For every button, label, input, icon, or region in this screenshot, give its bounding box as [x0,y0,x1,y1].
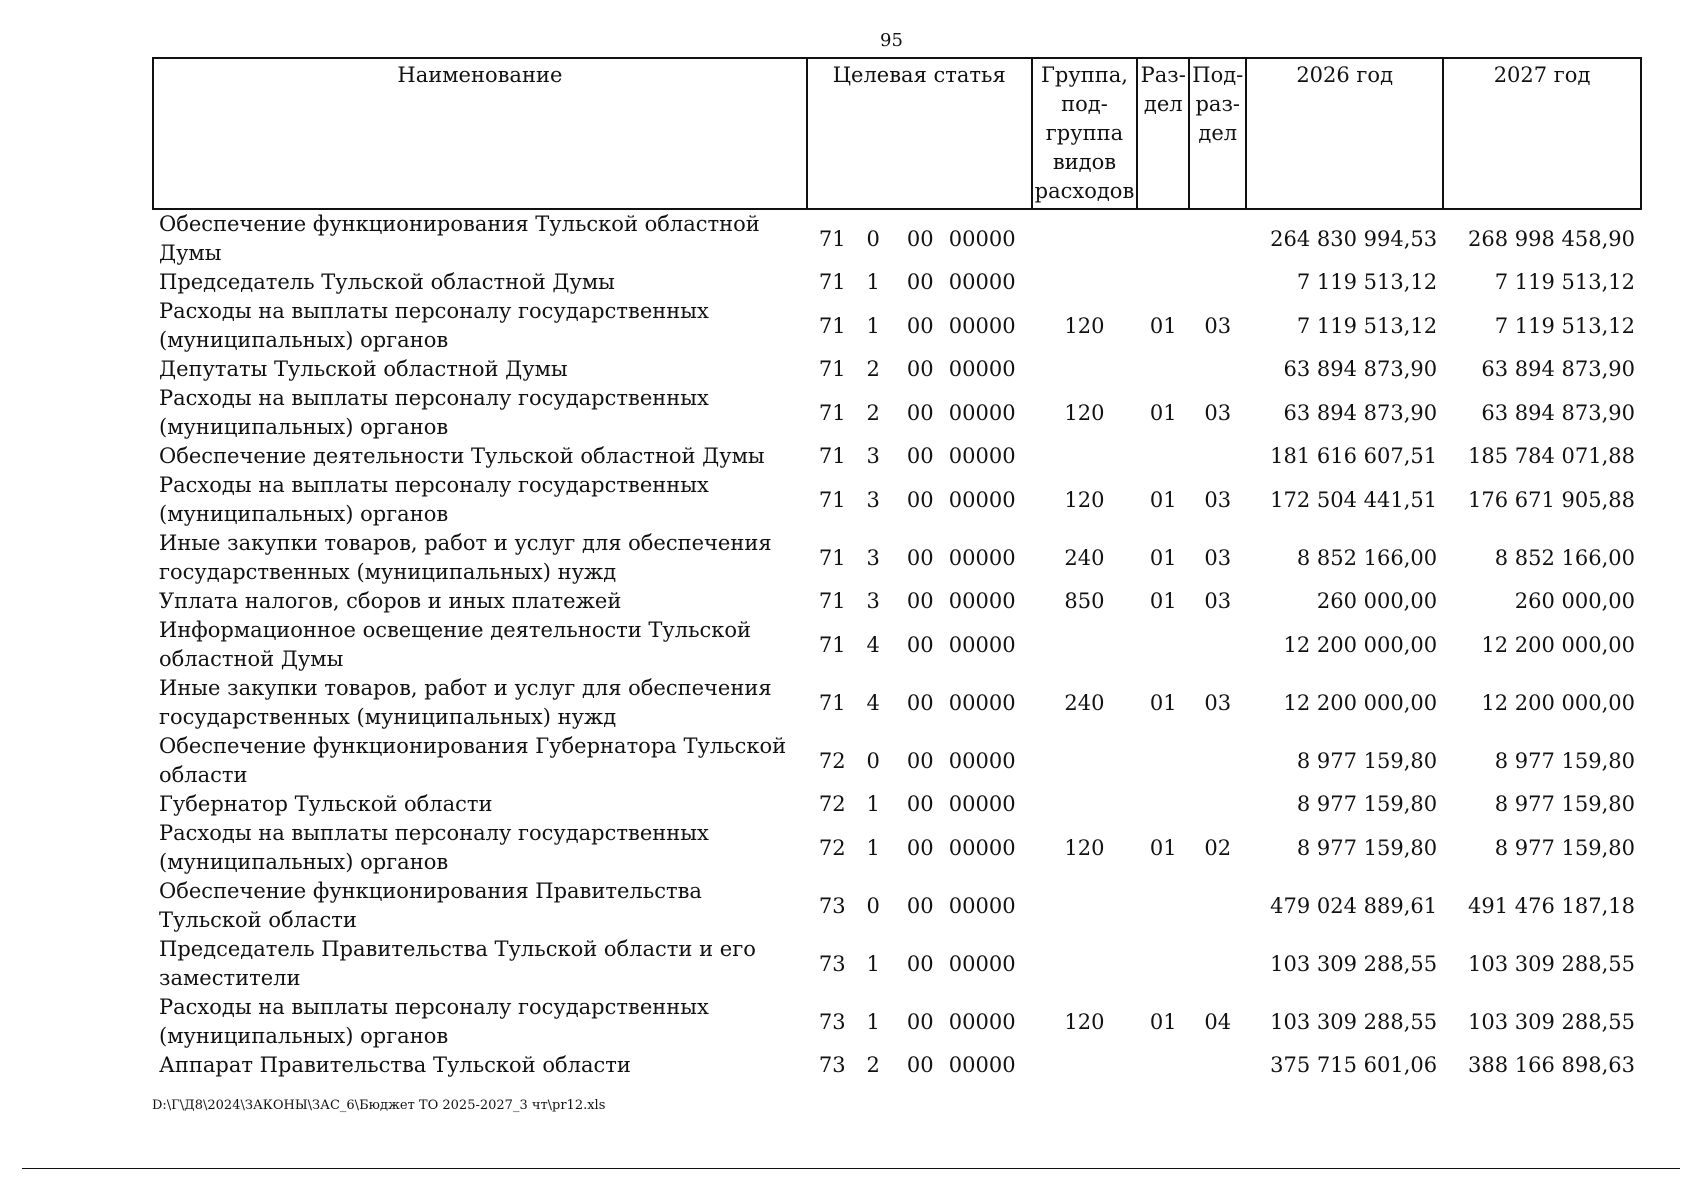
target-article-part: 1 [866,313,880,338]
target-article-part: 00000 [948,792,1016,816]
row-section [1137,1051,1189,1080]
row-subsection [1189,790,1246,819]
row-expense-group: 120 [1064,313,1105,338]
target-article-part: 71 [818,313,846,338]
header-subsection-line: дел [1198,121,1238,145]
header-section-line: Раз- [1140,63,1186,87]
row-section: 01 [1149,487,1177,512]
row-section [1137,732,1189,790]
row-amount-2027: 103 309 288,55 [1468,1009,1635,1034]
row-subsection [1189,616,1246,674]
target-article-part: 71 [818,444,846,468]
row-section: 01 [1149,545,1177,570]
row-name: Обеспечение функционирования Тульской областной Думы [159,212,760,265]
row-target-article [807,355,1032,384]
row-target-article [807,790,1032,819]
target-article-part: 00000 [948,835,1016,860]
row-target-article [807,1051,1032,1080]
target-article-part: 1 [866,951,880,976]
table-row [153,935,1641,993]
header-group-line: расходов [1034,179,1135,203]
row-name: Расходы на выплаты персоналу государственных (муниципальных) органов [159,995,709,1048]
row-expense-group: 120 [1064,835,1105,860]
row-section [1137,355,1189,384]
target-article-part: 00 [906,313,934,338]
row-amount-2027: 268 998 458,90 [1468,226,1635,251]
row-amount-2027: 7 119 513,12 [1494,313,1635,338]
table-row [153,442,1641,471]
row-amount-2026: 103 309 288,55 [1270,951,1438,976]
row-target-article [807,268,1032,297]
row-name: Обеспечение функционирования Губернатора Тульской области [159,734,787,787]
target-article-part: 71 [818,487,846,512]
table-row [153,471,1641,529]
row-section [1137,442,1189,471]
target-article-part: 00 [906,589,934,613]
row-amount-2027: 63 894 873,90 [1481,400,1635,425]
row-amount-2026: 172 504 441,51 [1270,487,1438,512]
row-amount-2027: 8 977 159,80 [1494,792,1635,816]
row-amount-2027: 7 119 513,12 [1494,270,1635,294]
row-name: Иные закупки товаров, работ и услуг для обеспечения государственных (муниципальных) нужд [159,676,772,729]
table-row [153,674,1641,732]
target-article-part: 73 [818,893,846,918]
row-subsection: 02 [1204,835,1232,860]
row-subsection [1189,732,1246,790]
target-article-part: 00000 [948,487,1016,512]
target-article-part: 00 [906,632,934,657]
row-section [1137,935,1189,993]
header-name: Наименование [153,58,807,209]
row-amount-2027: 491 476 187,18 [1468,893,1635,918]
target-article-part: 71 [818,400,846,425]
row-subsection: 03 [1204,313,1232,338]
file-path-footer: D:\Г\Д8\2024\ЗАКОНЫ\ЗАС_6\Бюджет ТО 2025-2027_3 чт\pr12.xls [152,1098,606,1113]
row-amount-2026: 375 715 601,06 [1270,1053,1438,1077]
target-article-part: 00000 [948,748,1016,773]
row-expense-group: 120 [1064,400,1105,425]
header-subsection-line: Под- [1192,63,1244,87]
header-group-line: группа [1045,121,1124,145]
row-amount-2026: 7 119 513,12 [1296,313,1438,338]
row-expense-group [1032,442,1138,471]
target-article-part: 2 [866,1053,880,1077]
target-article-part: 72 [818,748,846,773]
table-row [153,993,1641,1051]
table-row [153,790,1641,819]
row-section: 01 [1149,835,1177,860]
header-subsection [1189,58,1246,209]
target-article-part: 00000 [948,270,1016,294]
row-amount-2027: 12 200 000,00 [1481,690,1635,715]
row-name: Председатель Тульской областной Думы [159,270,615,294]
target-article-part: 00000 [948,893,1016,918]
row-amount-2026: 12 200 000,00 [1283,690,1438,715]
table-row [153,384,1641,442]
header-section-line: дел [1143,92,1183,116]
row-amount-2026: 479 024 889,61 [1270,893,1438,918]
header-group-line: под- [1061,92,1108,116]
target-article-part: 00000 [948,632,1016,657]
target-article-part: 73 [818,1009,846,1034]
row-section: 01 [1149,690,1177,715]
row-amount-2026: 260 000,00 [1316,589,1438,613]
row-name: Обеспечение деятельности Тульской областной Думы [159,444,765,468]
table-row [153,616,1641,674]
row-amount-2026: 264 830 994,53 [1270,226,1438,251]
row-amount-2027: 185 784 071,88 [1468,444,1635,468]
row-subsection: 03 [1204,400,1232,425]
row-target-article [807,877,1032,935]
target-article-part: 1 [866,270,880,294]
row-amount-2026: 8 977 159,80 [1296,792,1438,816]
target-article-part: 00 [906,357,934,381]
table-row [153,732,1641,790]
row-target-article [807,529,1032,587]
target-article-part: 0 [866,748,880,773]
row-amount-2026: 103 309 288,55 [1270,1009,1438,1034]
target-article-part: 00 [906,545,934,570]
row-amount-2027: 103 309 288,55 [1468,951,1635,976]
table-row [153,209,1641,268]
target-article-part: 00 [906,444,934,468]
row-amount-2027: 260 000,00 [1514,589,1635,613]
row-target-article [807,732,1032,790]
target-article-part: 71 [818,226,846,251]
row-subsection: 03 [1204,487,1232,512]
target-article-part: 00000 [948,589,1016,613]
bottom-rule [22,1168,1680,1169]
row-subsection: 03 [1204,690,1232,715]
target-article-part: 00000 [948,357,1016,381]
target-article-part: 71 [818,270,846,294]
row-target-article [807,819,1032,877]
row-amount-2027: 176 671 905,88 [1468,487,1635,512]
target-article-part: 1 [866,792,880,816]
row-subsection [1189,355,1246,384]
row-amount-2027: 388 166 898,63 [1468,1053,1635,1077]
target-article-part: 00 [906,226,934,251]
header-section [1137,58,1189,209]
target-article-part: 71 [818,357,846,381]
row-amount-2027: 12 200 000,00 [1481,632,1635,657]
row-target-article [807,674,1032,732]
target-article-part: 71 [818,690,846,715]
row-target-article [807,935,1032,993]
row-expense-group [1032,355,1138,384]
row-subsection [1189,935,1246,993]
table-row [153,268,1641,297]
row-target-article [807,616,1032,674]
target-article-part: 73 [818,951,846,976]
row-amount-2027: 8 977 159,80 [1494,748,1635,773]
target-article-part: 3 [866,589,880,613]
target-article-part: 4 [866,632,880,657]
row-name: Иные закупки товаров, работ и услуг для обеспечения государственных (муниципальных) нужд [159,531,772,584]
row-expense-group [1032,209,1138,268]
table-row [153,355,1641,384]
table-body [153,209,1641,1080]
row-expense-group [1032,877,1138,935]
target-article-part: 1 [866,1009,880,1034]
target-article-part: 3 [866,545,880,570]
row-section [1137,209,1189,268]
row-subsection [1189,209,1246,268]
target-article-part: 71 [818,545,846,570]
row-expense-group: 240 [1064,545,1105,570]
table-row [153,819,1641,877]
target-article-part: 3 [866,487,880,512]
row-target-article [807,297,1032,355]
target-article-part: 00000 [948,951,1016,976]
row-expense-group [1032,268,1138,297]
target-article-part: 71 [818,589,846,613]
row-target-article [807,587,1032,616]
row-target-article [807,384,1032,442]
row-amount-2026: 12 200 000,00 [1283,632,1438,657]
target-article-part: 00000 [948,444,1016,468]
target-article-part: 2 [866,400,880,425]
target-article-part: 0 [866,226,880,251]
header-row [153,58,1641,209]
target-article-part: 00 [906,1009,934,1034]
row-amount-2026: 63 894 873,90 [1283,400,1438,425]
header-subsection-line: раз- [1195,92,1240,116]
row-section [1137,616,1189,674]
row-target-article [807,209,1032,268]
target-article-part: 72 [818,835,846,860]
row-section [1137,877,1189,935]
row-target-article [807,442,1032,471]
target-article-part: 0 [866,893,880,918]
row-expense-group: 240 [1064,690,1105,715]
row-amount-2026: 181 616 607,51 [1270,444,1438,468]
row-name: Уплата налогов, сборов и иных платежей [159,589,622,613]
row-target-article [807,471,1032,529]
target-article-part: 71 [818,632,846,657]
budget-table [152,57,1642,1080]
row-expense-group: 850 [1064,589,1105,613]
row-name: Расходы на выплаты персоналу государственных (муниципальных) органов [159,821,709,874]
header-target-article: Целевая статья [807,58,1032,209]
row-name: Обеспечение функционирования Правительства Тульской области [159,879,702,932]
target-article-part: 00 [906,1053,934,1077]
target-article-part: 00 [906,792,934,816]
row-expense-group [1032,1051,1138,1080]
row-amount-2026: 8 852 166,00 [1296,545,1438,570]
row-subsection [1189,442,1246,471]
target-article-part: 2 [866,357,880,381]
row-amount-2026: 7 119 513,12 [1296,270,1438,294]
header-expense-group [1032,58,1138,209]
row-expense-group [1032,790,1138,819]
row-name: Расходы на выплаты персоналу государственных (муниципальных) органов [159,473,709,526]
row-subsection: 03 [1204,545,1232,570]
row-subsection [1189,1051,1246,1080]
row-target-article [807,993,1032,1051]
header-group-line: Группа, [1041,63,1128,87]
row-amount-2026: 8 977 159,80 [1296,835,1438,860]
row-expense-group: 120 [1064,487,1105,512]
row-name: Депутаты Тульской областной Думы [159,357,568,381]
target-article-part: 00000 [948,1009,1016,1034]
row-name: Аппарат Правительства Тульской области [159,1053,631,1077]
target-article-part: 00000 [948,313,1016,338]
target-article-part: 3 [866,444,880,468]
row-subsection: 03 [1204,589,1232,613]
target-article-part: 00000 [948,400,1016,425]
target-article-part: 00000 [948,226,1016,251]
row-subsection [1189,877,1246,935]
target-article-part: 00 [906,748,934,773]
row-amount-2027: 8 977 159,80 [1494,835,1635,860]
row-subsection [1189,268,1246,297]
target-article-part: 00000 [948,690,1016,715]
row-expense-group [1032,935,1138,993]
row-section [1137,268,1189,297]
target-article-part: 00 [906,487,934,512]
row-name: Председатель Правительства Тульской области и его заместители [159,937,756,990]
table-row [153,587,1641,616]
row-subsection: 04 [1204,1009,1232,1034]
row-section: 01 [1149,1009,1177,1034]
row-amount-2027: 8 852 166,00 [1494,545,1635,570]
row-name: Расходы на выплаты персоналу государственных (муниципальных) органов [159,299,709,352]
row-expense-group [1032,732,1138,790]
target-article-part: 1 [866,835,880,860]
target-article-part: 00 [906,951,934,976]
target-article-part: 73 [818,1053,846,1077]
table-row [153,529,1641,587]
row-amount-2026: 63 894 873,90 [1283,357,1438,381]
target-article-part: 00 [906,893,934,918]
target-article-part: 00000 [948,1053,1016,1077]
row-name: Расходы на выплаты персоналу государственных (муниципальных) органов [159,386,709,439]
header-group-line: видов [1052,150,1117,174]
row-section [1137,790,1189,819]
table-row [153,1051,1641,1080]
target-article-part: 72 [818,792,846,816]
row-amount-2027: 63 894 873,90 [1481,357,1635,381]
row-expense-group [1032,616,1138,674]
target-article-part: 00 [906,835,934,860]
target-article-part: 4 [866,690,880,715]
row-section: 01 [1149,400,1177,425]
row-section: 01 [1149,313,1177,338]
row-section: 01 [1149,589,1177,613]
row-amount-2026: 8 977 159,80 [1296,748,1438,773]
row-expense-group: 120 [1064,1009,1105,1034]
target-article-part: 00 [906,690,934,715]
page-number: 95 [880,30,903,51]
header-year-2027: 2027 год [1443,58,1641,209]
target-article-part: 00 [906,270,934,294]
row-name: Информационное освещение деятельности Тульской областной Думы [159,618,752,671]
target-article-part: 00000 [948,545,1016,570]
header-year-2026: 2026 год [1246,58,1443,209]
target-article-part: 00 [906,400,934,425]
table-row [153,877,1641,935]
row-name: Губернатор Тульской области [159,792,493,816]
table-row [153,297,1641,355]
